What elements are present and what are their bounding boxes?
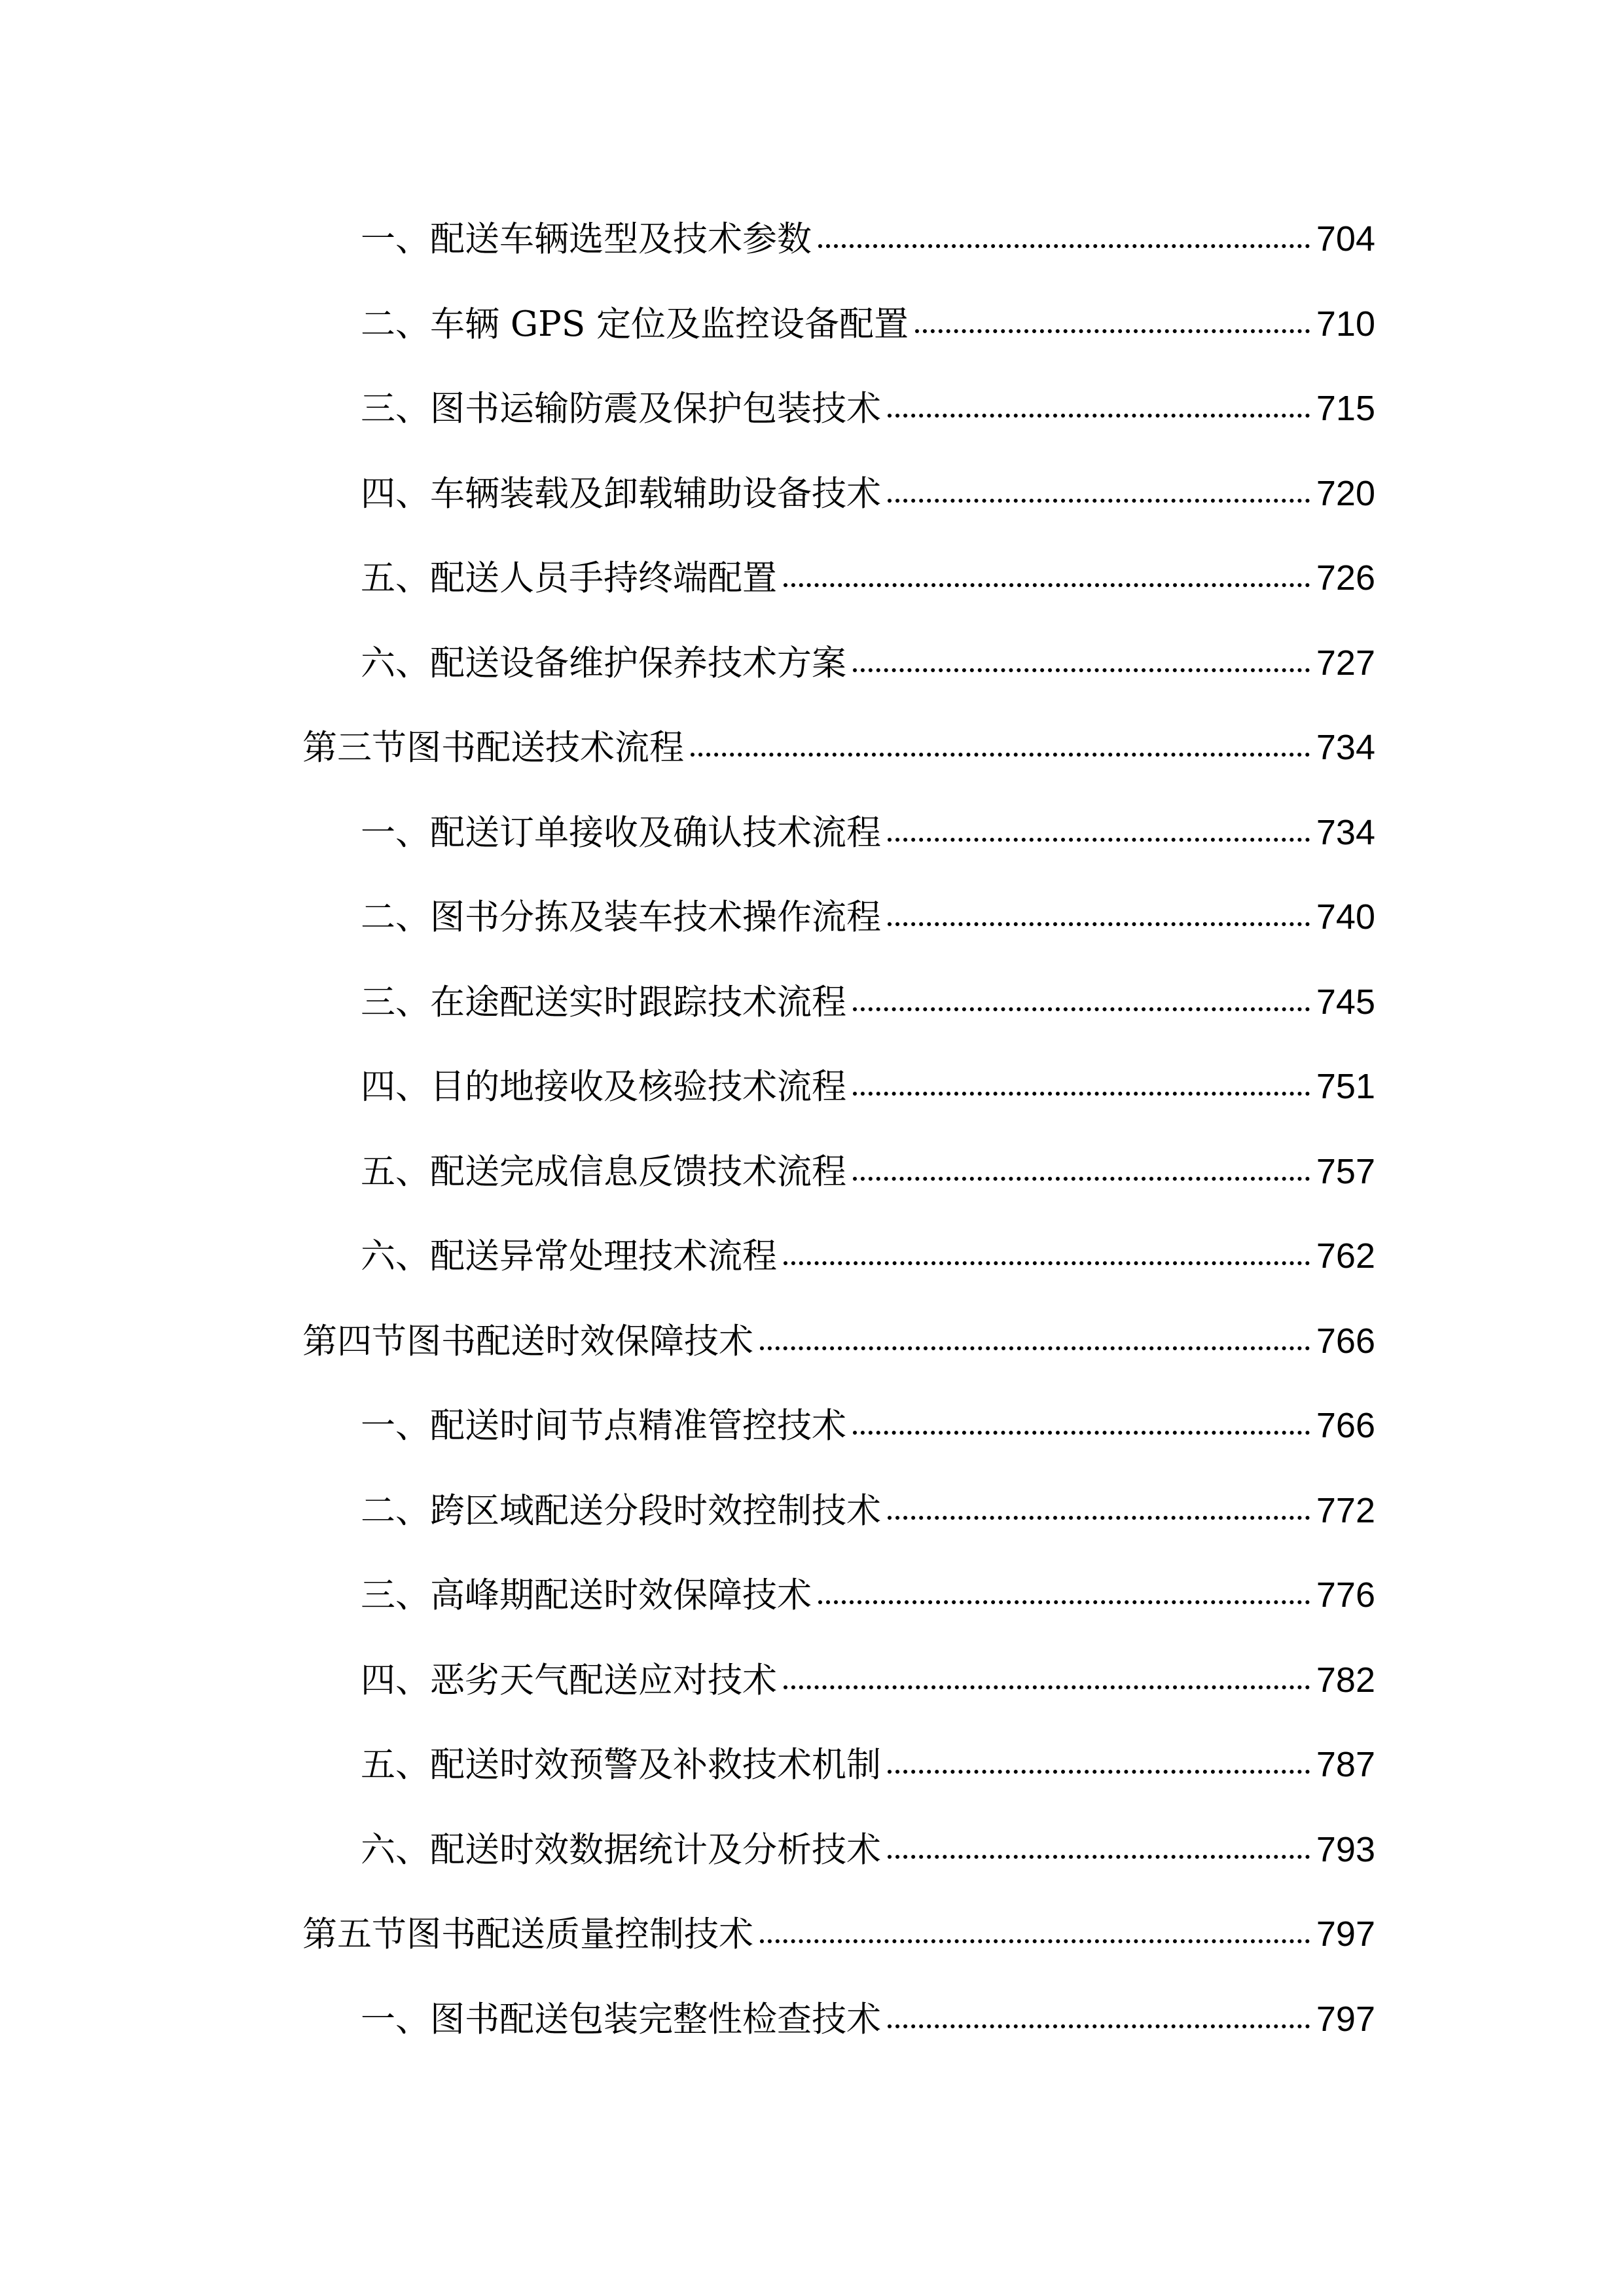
- toc-entry[interactable]: [361, 1145, 1375, 1198]
- toc-entry-page: 787: [1316, 1745, 1375, 1784]
- toc-entry[interactable]: [361, 976, 1375, 1028]
- dot-leader: [888, 1998, 1310, 2028]
- toc-entry-title: 一、图书配送包装完整性检查技术: [361, 2000, 881, 2039]
- toc-entry-title: 三、高峰期配送时效保障技术: [361, 1575, 812, 1615]
- toc-entry-page: 797: [1316, 2000, 1375, 2039]
- toc-entry[interactable]: [361, 1230, 1375, 1282]
- toc-entry-page: 762: [1316, 1236, 1375, 1276]
- toc-entry-title: 二、图书分拣及装车技术操作流程: [361, 897, 881, 937]
- toc-entry-page: 766: [1316, 1406, 1375, 1445]
- toc-entry-page: 793: [1316, 1830, 1375, 1869]
- toc-entry-page: 797: [1316, 1914, 1375, 1954]
- toc-entry[interactable]: [361, 1399, 1375, 1452]
- toc-entry-title: 五、配送完成信息反馈技术流程: [361, 1152, 846, 1192]
- toc-entry-page: 720: [1316, 474, 1375, 513]
- dot-leader: [888, 812, 1310, 842]
- toc-entry[interactable]: [361, 298, 1375, 350]
- toc-entry-title: 一、配送车辆选型及技术参数: [361, 219, 812, 259]
- toc-entry-page: 734: [1316, 813, 1375, 852]
- toc-entry[interactable]: [361, 213, 1375, 265]
- toc-entry-title: 四、车辆装载及卸载辅助设备技术: [361, 474, 881, 514]
- dot-leader: [888, 1829, 1310, 1859]
- toc-entry[interactable]: [361, 552, 1375, 604]
- toc-entry-title: 三、在途配送实时跟踪技术流程: [361, 982, 846, 1022]
- toc-entry-page: 740: [1316, 897, 1375, 937]
- toc-entry-title: 四、恶劣天气配送应对技术: [361, 1660, 777, 1700]
- dot-leader: [760, 1913, 1310, 1943]
- toc-entry-page: 776: [1316, 1575, 1375, 1615]
- toc-entry-page: 772: [1316, 1491, 1375, 1530]
- dot-leader: [888, 387, 1310, 418]
- toc-entry-title: 一、配送时间节点精准管控技术: [361, 1406, 846, 1446]
- dot-leader: [853, 1066, 1310, 1096]
- toc-entry-page: 757: [1316, 1152, 1375, 1191]
- toc-entry-title: 六、配送异常处理技术流程: [361, 1236, 777, 1276]
- toc-entry[interactable]: [361, 1823, 1375, 1876]
- toc-entry[interactable]: [361, 382, 1375, 435]
- toc-entry-page: 727: [1316, 643, 1375, 683]
- toc-entry-title: 四、目的地接收及核验技术流程: [361, 1067, 846, 1107]
- toc-entry[interactable]: [361, 637, 1375, 689]
- toc-entry[interactable]: [361, 1654, 1375, 1706]
- toc-entry-title: 三、图书运输防震及保护包装技术: [361, 389, 881, 429]
- toc-section-entry[interactable]: [302, 1315, 1375, 1367]
- toc-entry-page: 751: [1316, 1067, 1375, 1106]
- toc-entry-page: 734: [1316, 728, 1375, 767]
- dot-leader: [691, 726, 1310, 757]
- toc-entry[interactable]: [361, 1569, 1375, 1621]
- dot-leader: [784, 557, 1310, 587]
- toc-entry-title: 六、配送时效数据统计及分析技术: [361, 1830, 881, 1870]
- toc-entry-page: 704: [1316, 219, 1375, 259]
- toc-entry-title: 六、配送设备维护保养技术方案: [361, 643, 846, 683]
- toc-entry[interactable]: [361, 891, 1375, 943]
- dot-leader: [888, 1744, 1310, 1774]
- toc-section-entry[interactable]: [302, 1908, 1375, 1960]
- dot-leader: [818, 218, 1310, 248]
- dot-leader: [760, 1320, 1310, 1350]
- toc-entry-title: 第四节图书配送时效保障技术: [302, 1321, 753, 1361]
- toc-entry-page: 745: [1316, 982, 1375, 1022]
- toc-entry[interactable]: [361, 1060, 1375, 1113]
- toc-entry-page: 710: [1316, 304, 1375, 344]
- toc-entry[interactable]: [361, 1484, 1375, 1537]
- toc-entry-page: 766: [1316, 1321, 1375, 1361]
- toc-entry[interactable]: [361, 806, 1375, 859]
- dot-leader: [818, 1574, 1310, 1604]
- toc-entry-page: 715: [1316, 389, 1375, 428]
- dot-leader: [915, 303, 1310, 333]
- dot-leader: [888, 896, 1310, 926]
- dot-leader: [853, 981, 1310, 1011]
- toc-entry-title: 第五节图书配送质量控制技术: [302, 1914, 753, 1954]
- toc-entry-title: 一、配送订单接收及确认技术流程: [361, 813, 881, 853]
- toc-entry-title: 第三节图书配送技术流程: [302, 728, 684, 768]
- toc-entry-page: 726: [1316, 558, 1375, 598]
- dot-leader: [784, 1235, 1310, 1265]
- toc-entry-title: 二、跨区域配送分段时效控制技术: [361, 1491, 881, 1531]
- toc-entry[interactable]: [361, 467, 1375, 520]
- toc-section-entry[interactable]: [302, 721, 1375, 774]
- dot-leader: [784, 1659, 1310, 1689]
- toc-entry-title: 二、车辆 GPS 定位及监控设备配置: [361, 304, 909, 344]
- toc-entry-title: 五、配送时效预警及补救技术机制: [361, 1745, 881, 1785]
- toc-entry-page: 782: [1316, 1660, 1375, 1700]
- dot-leader: [888, 1490, 1310, 1520]
- toc-entry[interactable]: [361, 1738, 1375, 1791]
- toc-entry-title: 五、配送人员手持终端配置: [361, 558, 777, 598]
- dot-leader: [853, 1405, 1310, 1435]
- dot-leader: [853, 1151, 1310, 1181]
- dot-leader: [853, 642, 1310, 672]
- toc-entry[interactable]: [361, 1993, 1375, 2045]
- dot-leader: [888, 473, 1310, 503]
